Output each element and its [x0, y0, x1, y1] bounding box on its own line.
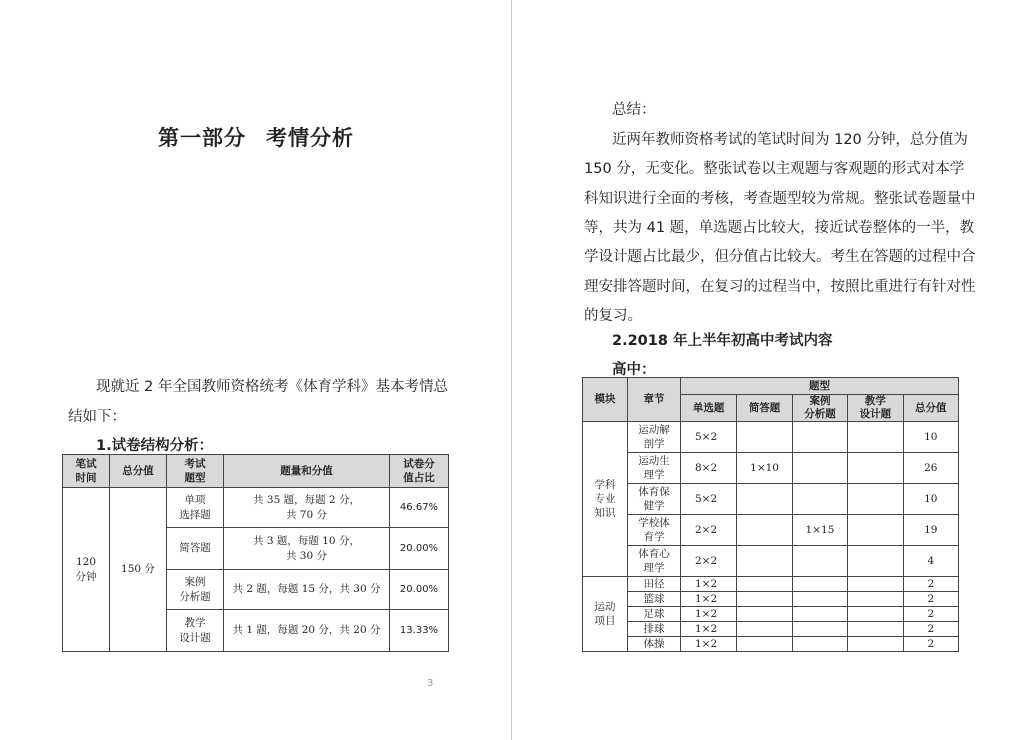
- table-row: [583, 637, 959, 652]
- total-cell: 10: [903, 422, 958, 453]
- value-cell: 2×2: [681, 546, 737, 577]
- value-cell: [737, 515, 792, 546]
- value-cell: [792, 622, 847, 637]
- value-cell: 5×2: [681, 484, 737, 515]
- value-cell: [792, 577, 847, 592]
- question-type-cell: 简答题: [167, 528, 224, 570]
- chapter-cell: 排球: [628, 622, 681, 637]
- value-cell: [737, 622, 792, 637]
- module-cell: 运动 项目: [583, 577, 628, 652]
- value-cell: [737, 607, 792, 622]
- header-total-score: 总分值: [110, 455, 167, 488]
- ratio-cell: 13.33%: [390, 610, 449, 652]
- value-cell: 1×2: [681, 592, 737, 607]
- value-cell: [737, 422, 792, 453]
- total-cell: 4: [903, 546, 958, 577]
- value-cell: [848, 577, 903, 592]
- question-type-cell: 案例 分析题: [167, 570, 224, 610]
- header-count-score: 题量和分值: [224, 455, 390, 488]
- chapter-cell: 足球: [628, 607, 681, 622]
- value-cell: [737, 484, 792, 515]
- value-cell: 1×2: [681, 607, 737, 622]
- header-module: 模块: [583, 378, 628, 422]
- table-row: [63, 488, 449, 528]
- table-row: [583, 453, 959, 484]
- value-cell: [848, 592, 903, 607]
- title-part-2: 考情分析: [266, 126, 354, 150]
- table-header-row: [63, 455, 449, 488]
- value-cell: [848, 607, 903, 622]
- module-cell: 学科 专业 知识: [583, 422, 628, 577]
- section-heading-structure: 1.试卷结构分析：: [96, 438, 214, 454]
- total-cell: 2: [903, 577, 958, 592]
- table-header-row: [583, 378, 959, 395]
- table-row: [583, 622, 959, 637]
- value-cell: [792, 546, 847, 577]
- value-cell: [792, 592, 847, 607]
- header-chapter: 章节: [628, 378, 681, 422]
- header-question-type-group: 题型: [681, 378, 959, 395]
- header-col: 案例 分析题: [792, 395, 847, 422]
- table-row: [583, 592, 959, 607]
- table-row: [583, 422, 959, 453]
- count-score-cell: 共 35 题，每题 2 分， 共 70 分: [224, 488, 390, 528]
- value-cell: 5×2: [681, 422, 737, 453]
- table-row: [583, 546, 959, 577]
- total-cell: 19: [903, 515, 958, 546]
- chapter-cell: 田径: [628, 577, 681, 592]
- count-score-cell: 共 1 题，每题 20 分，共 20 分: [224, 610, 390, 652]
- chapter-cell: 体操: [628, 637, 681, 652]
- value-cell: [737, 546, 792, 577]
- value-cell: [848, 622, 903, 637]
- total-cell: 10: [903, 484, 958, 515]
- exam-time-cell: 120 分钟: [63, 488, 110, 652]
- value-cell: 8×2: [681, 453, 737, 484]
- value-cell: 1×2: [681, 577, 737, 592]
- title-part-1: 第一部分: [158, 126, 246, 150]
- table-row: [583, 577, 959, 592]
- chapter-cell: 体育心 理学: [628, 546, 681, 577]
- intro-line-2: 结如下：: [68, 409, 126, 425]
- value-cell: [848, 453, 903, 484]
- summary-line: 等，共为 41 题，单选题占比较大，接近试卷整体的一半，教: [584, 219, 975, 236]
- header-col: 教学 设计题: [848, 395, 903, 422]
- summary-line: 学设计题占比最少，但分值占比较大。考生在答题的过程中合: [584, 249, 976, 266]
- sub-heading-high-school: 高中：: [612, 362, 656, 378]
- question-type-cell: 单项 选择题: [167, 488, 224, 528]
- chapter-cell: 学校体 育学: [628, 515, 681, 546]
- ratio-cell: 20.00%: [390, 528, 449, 570]
- total-cell: 2: [903, 622, 958, 637]
- exam-structure-table: [62, 454, 449, 652]
- summary-line: 的复习。: [584, 307, 642, 324]
- total-cell: 2: [903, 592, 958, 607]
- ratio-cell: 46.67%: [390, 488, 449, 528]
- value-cell: [792, 422, 847, 453]
- value-cell: 1×15: [792, 515, 847, 546]
- section-heading-content: 2.2018 年上半年初高中考试内容: [612, 333, 833, 349]
- header-col: 单选题: [681, 395, 737, 422]
- header-question-type: 考试 题型: [167, 455, 224, 488]
- count-score-cell: 共 2 题，每题 15 分，共 30 分: [224, 570, 390, 610]
- ratio-cell: 20.00%: [390, 570, 449, 610]
- table-row: [583, 515, 959, 546]
- chapter-cell: 体育保 健学: [628, 484, 681, 515]
- total-score-cell: 150 分: [110, 488, 167, 652]
- page-title: [0, 122, 512, 152]
- value-cell: [792, 484, 847, 515]
- value-cell: [848, 422, 903, 453]
- total-cell: 2: [903, 637, 958, 652]
- chapter-cell: 篮球: [628, 592, 681, 607]
- header-col: 总分值: [903, 395, 958, 422]
- chapter-cell: 运动解 剖学: [628, 422, 681, 453]
- table-row: [583, 607, 959, 622]
- intro-line-1: 现就近 2 年全国教师资格统考《体育学科》基本考情总: [96, 379, 448, 395]
- value-cell: [848, 546, 903, 577]
- value-cell: [792, 453, 847, 484]
- value-cell: [848, 515, 903, 546]
- value-cell: 1×10: [737, 453, 792, 484]
- summary-label: 总结：: [612, 102, 656, 118]
- value-cell: [737, 637, 792, 652]
- summary-line: 理安排答题时间，在复习的过程当中，按照比重进行有针对性: [584, 278, 976, 295]
- summary-line: 150 分，无变化。整张试卷以主观题与客观题的形式对本学: [584, 161, 965, 178]
- total-cell: 26: [903, 453, 958, 484]
- value-cell: [737, 577, 792, 592]
- header-ratio: 试卷分 值占比: [390, 455, 449, 488]
- page-bottom-cut: [580, 660, 970, 740]
- header-exam-time: 笔试 时间: [63, 455, 110, 488]
- value-cell: [848, 637, 903, 652]
- value-cell: [848, 484, 903, 515]
- header-col: 简答题: [737, 395, 792, 422]
- value-cell: [792, 607, 847, 622]
- count-score-cell: 共 3 题，每题 10 分， 共 30 分: [224, 528, 390, 570]
- value-cell: 1×2: [681, 622, 737, 637]
- value-cell: [737, 592, 792, 607]
- summary-line: 科知识进行全面的考核，考查题型较为常规。整张试卷题量中: [584, 190, 976, 207]
- summary-line: 近两年教师资格考试的笔试时间为 120 分钟，总分值为: [612, 132, 968, 148]
- page-number: 3: [427, 678, 434, 689]
- value-cell: 1×2: [681, 637, 737, 652]
- question-type-cell: 教学 设计题: [167, 610, 224, 652]
- total-cell: 2: [903, 607, 958, 622]
- exam-content-table: [582, 377, 959, 652]
- value-cell: [792, 637, 847, 652]
- chapter-cell: 运动生 理学: [628, 453, 681, 484]
- value-cell: 2×2: [681, 515, 737, 546]
- table-row: [583, 484, 959, 515]
